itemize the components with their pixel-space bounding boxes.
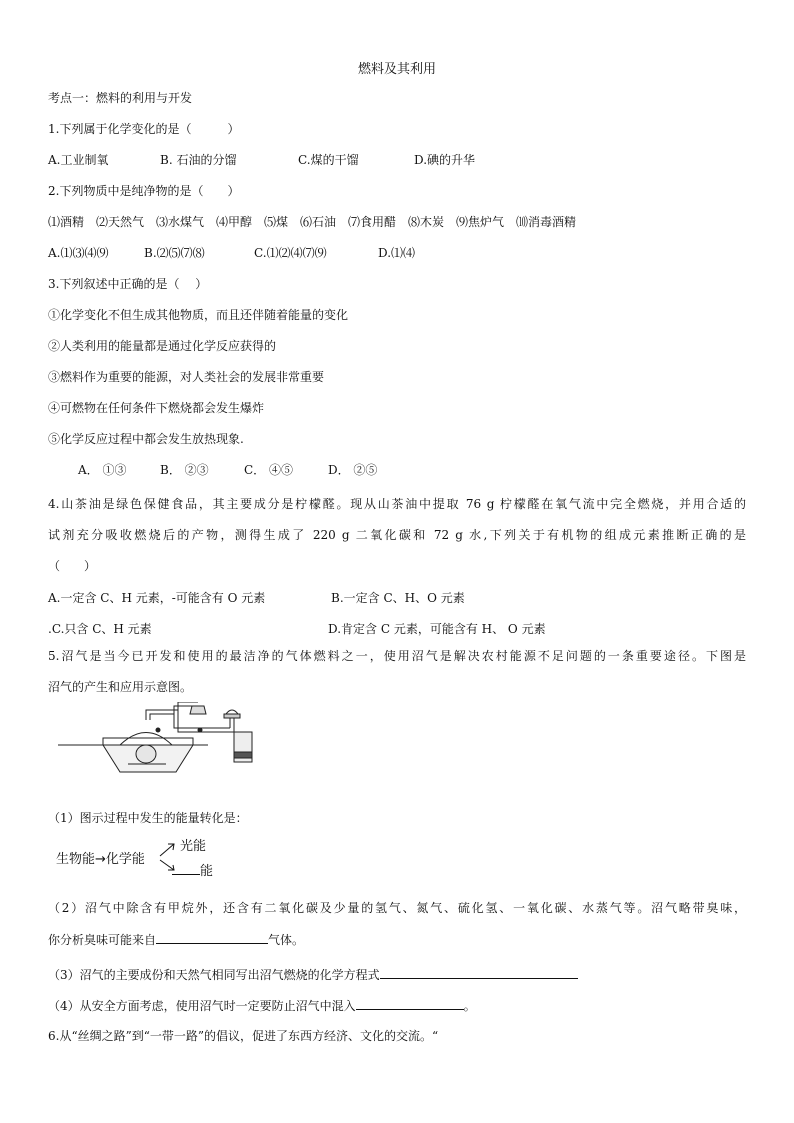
energy-blank-line: [172, 862, 213, 880]
q5-p4-text: （4）从安全方面考虑，使用沼气时一定要防止沼气中混入: [48, 999, 356, 1013]
q2-option-b: B.⑵⑸⑺⑻: [144, 246, 205, 260]
q2-option-d: D.⑴⑷: [378, 246, 416, 260]
lamp-icon: [190, 706, 206, 714]
question-3-stem: 3.下列叙述中正确的是（ ）: [48, 277, 208, 291]
question-3-statement-2: ②人类利用的能量都是通过化学反应获得的: [48, 339, 277, 353]
q3-option-d: D． ②⑤: [328, 463, 378, 477]
question-6-stem: 6.从“丝绸之路”到“一带一路”的倡议，促进了东西方经济、文化的交流。“: [48, 1029, 439, 1043]
q1-option-a: A.工业制氧: [48, 153, 109, 167]
biogas-diagram: [58, 702, 258, 782]
question-5-part-3: [48, 966, 578, 983]
q4-option-c: .C.只含 C、H 元素: [48, 622, 152, 636]
question-5-part-1: （1）图示过程中发生的能量转化是：: [48, 811, 248, 825]
stove-icon: [224, 714, 240, 718]
q2-option-c: C.⑴⑵⑷⑺⑼: [254, 246, 327, 260]
energy-from: 生物能→化学能: [56, 852, 145, 867]
equation-blank[interactable]: [380, 966, 578, 979]
gas-pipe: [146, 702, 198, 720]
question-5-line-2: 沼气的产生和应用示意图。: [48, 680, 193, 694]
q3-option-b: B． ②③: [160, 463, 209, 477]
question-5-part-4: [48, 997, 476, 1014]
question-5-part-2-line-2: [48, 931, 304, 948]
question-4-line-2: 试剂充分吸收燃烧后的产物，测得生成了 220 g 二氧化碳和 72 g 水,下列关于有机物的组成元素推断正确的是: [48, 528, 746, 542]
digester-dome: [120, 733, 172, 746]
question-5-part-2-line-1: （2）沼气中除含有甲烷外，还含有二氧化碳及少量的氢气、氮气、硫化氢、一氧化碳、水蒸气等。沼气略带臭味，: [48, 901, 746, 915]
q5-p2-suffix: 气体。: [268, 933, 305, 947]
q4-option-a: A.一定含 C、H 元素，-可能含有 O 元素: [48, 591, 266, 605]
question-4-options-row-1: [48, 590, 465, 606]
q5-p4-suffix: 。: [463, 999, 476, 1013]
odor-gas-blank[interactable]: [156, 931, 268, 944]
question-2-stem: 2.下列物质中是纯净物的是（ ）: [48, 184, 240, 198]
safety-blank[interactable]: [356, 997, 464, 1010]
question-3-statement-3: ③燃料作为重要的能源，对人类社会的发展非常重要: [48, 370, 325, 384]
question-2-items: ⑴酒精 ⑵天然气 ⑶水煤气 ⑷甲醇 ⑸煤 ⑹石油 ⑺食用醋 ⑻木炭 ⑼焦炉气 ⑽消毒酒精: [48, 215, 577, 229]
q3-option-c: C． ④⑤: [244, 463, 293, 477]
q4-option-d: D.肯定含 C 元素，可能含有 H、 O 元素: [328, 622, 546, 636]
q4-option-b: B.一定含 C、H、O 元素: [331, 591, 465, 605]
energy-answer-blank[interactable]: [172, 862, 200, 875]
energy-light: 光能: [180, 839, 207, 854]
energy-blank-suffix: 能: [200, 864, 214, 879]
question-3-options: [78, 462, 377, 478]
question-1-stem: 1.下列属于化学变化的是（ ）: [48, 122, 240, 136]
q1-option-c: C.煤的干馏: [298, 153, 359, 167]
question-5-line-1: 5.沼气是当今已开发和使用的最洁净的气体燃料之一，使用沼气是解决农村能源不足问题的一条重要途径。下图是: [48, 649, 746, 663]
q5-p3-text: （3）沼气的主要成份和天然气相同写出沼气燃烧的化学方程式: [48, 968, 380, 982]
ground-line: [58, 738, 208, 745]
q1-option-d: D.碘的升华: [414, 153, 476, 167]
question-3-statement-1: ①化学变化不但生成其他物质，而且还伴随着能量的变化: [48, 308, 349, 322]
question-1-options: [48, 152, 475, 168]
q5-p2-prefix: 你分析臭味可能来自: [48, 933, 157, 947]
question-3-statement-5: ⑤化学反应过程中都会发生放热现象.: [48, 432, 244, 446]
question-4-options-row-2: [48, 621, 546, 637]
page-title: 燃料及其利用: [357, 62, 436, 77]
q3-option-a: A． ①③: [78, 463, 127, 477]
question-3-statement-4: ④可燃物在任何条件下燃烧都会发生爆炸: [48, 401, 265, 415]
q1-option-b: B. 石油的分馏: [160, 153, 237, 167]
section-heading: 考点一：燃料的利用与开发: [48, 91, 193, 105]
q2-option-a: A.⑴⑶⑷⑼: [48, 246, 109, 260]
question-4-line-1: 4.山茶油是绿色保健食品，其主要成分是柠檬醛。现从山茶油中提取 76 g 柠檬醛在氧气流中完全燃烧，并用合适的: [48, 497, 746, 511]
question-4-line-3: （ ）: [48, 559, 97, 573]
question-2-options: [48, 245, 415, 261]
